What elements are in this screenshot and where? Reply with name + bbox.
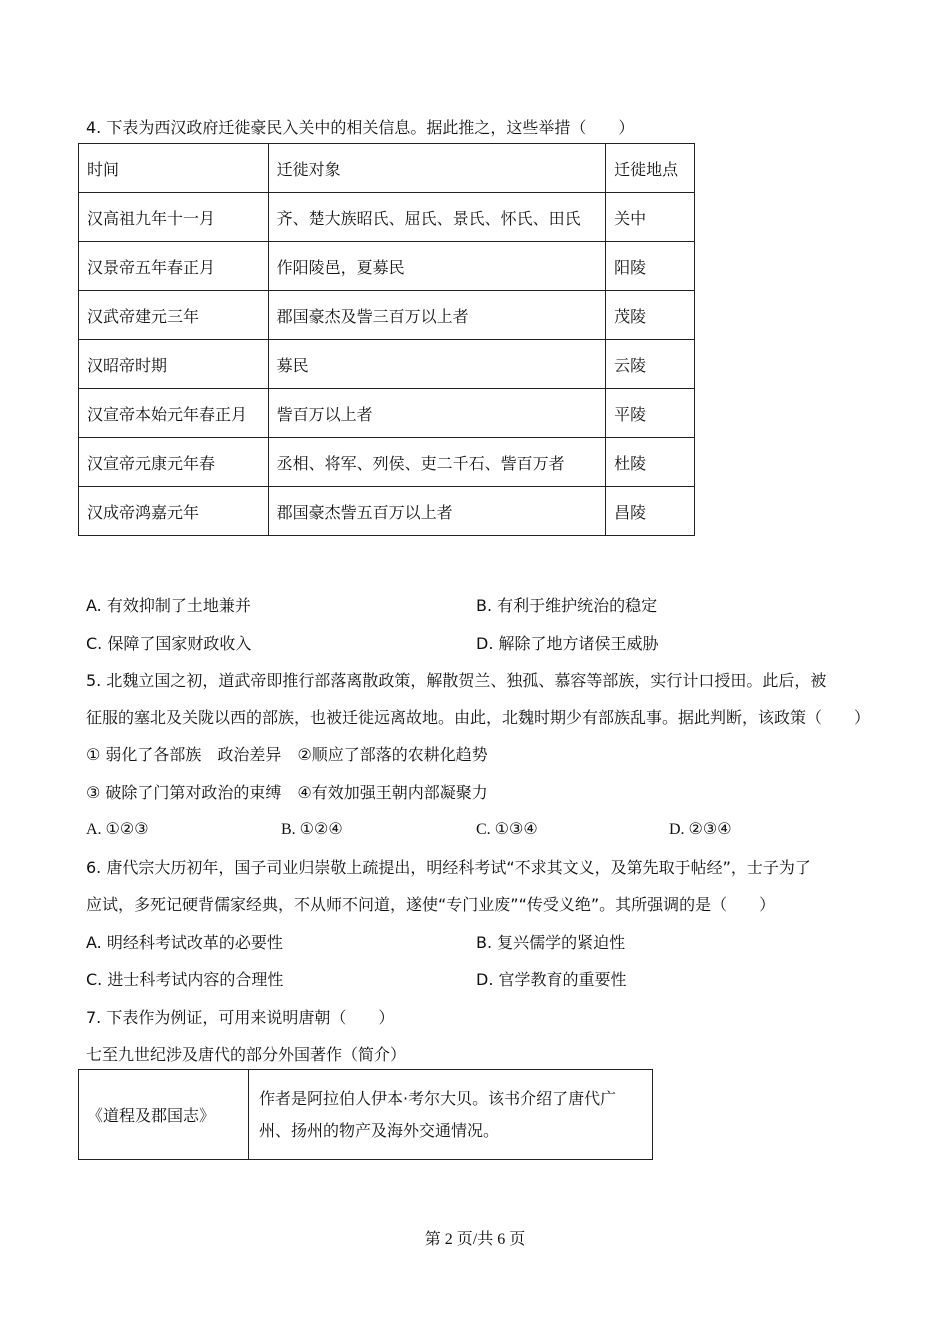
q7-book-description (249, 1070, 653, 1160)
cell-target: 齐、楚大族昭氏、屈氏、景氏、怀氏、田氏 (268, 193, 605, 242)
table-row (79, 487, 695, 536)
q4-option-c[interactable]: C. 保障了国家财政收入 (86, 634, 252, 653)
cell-target: 郡国豪杰訾五百万以上者 (268, 487, 605, 536)
q4-option-a[interactable]: A. 有效抑制了土地兼并 (86, 596, 251, 615)
q5-stem-line-1: 5. 北魏立国之初，道武帝即推行部落离散政策，解散贺兰、独孤、慕容等部族，实行计口授田。此后，被 (86, 671, 827, 690)
q4-option-b[interactable]: B. 有利于维护统治的稳定 (476, 596, 658, 615)
table-row (79, 193, 695, 242)
q7-table (78, 1069, 653, 1160)
q5-option-a[interactable]: A. ①②③ (86, 821, 149, 838)
q6-stem-line-1: 6. 唐代宗大历初年，国子司业归崇敬上疏提出，明经科考试“不求其文义，及第先取于帖经”，士子为了 (86, 858, 811, 877)
q5-option-b[interactable]: B. ①②④ (281, 821, 343, 838)
q7-book-title: 《道程及郡国志》 (79, 1070, 249, 1160)
q6-option-a[interactable]: A. 明经科考试改革的必要性 (86, 933, 283, 952)
cell-target: 作阳陵邑，夏募民 (268, 242, 605, 291)
header-time: 时间 (79, 144, 269, 193)
cell-place: 茂陵 (606, 291, 695, 340)
cell-place: 云陵 (606, 340, 695, 389)
cell-place: 关中 (606, 193, 695, 242)
table-row (79, 438, 695, 487)
q5-option-c[interactable]: C. ①③④ (476, 821, 538, 838)
table-row (79, 242, 695, 291)
cell-time: 汉武帝建元三年 (79, 291, 269, 340)
table-row (79, 340, 695, 389)
q7-desc-line-1: 作者是阿拉伯人伊本·考尔大贝。该书介绍了唐代广 (259, 1088, 617, 1108)
header-place: 迁徙地点 (606, 144, 695, 193)
cell-target: 丞相、将军、列侯、吏二千石、訾百万者 (268, 438, 605, 487)
cell-time: 汉成帝鸿嘉元年 (79, 487, 269, 536)
q7-desc-line-2: 州、扬州的物产及海外交通情况。 (259, 1120, 500, 1140)
q7-table-caption: 七至九世纪涉及唐代的部分外国著作（简介） (86, 1045, 407, 1064)
q6-option-c[interactable]: C. 进士科考试内容的合理性 (86, 970, 284, 989)
cell-time: 汉景帝五年春正月 (79, 242, 269, 291)
q5-item-line-1: ① 弱化了各部族 政治差异 ②顺应了部落的农耕化趋势 (86, 745, 488, 764)
cell-target: 郡国豪杰及訾三百万以上者 (268, 291, 605, 340)
page-number: 第 2 页/共 6 页 (424, 1231, 526, 1248)
q4-table (78, 143, 695, 536)
header-target: 迁徙对象 (268, 144, 605, 193)
cell-target: 募民 (268, 340, 605, 389)
q5-stem-line-2: 征服的塞北及关陇以西的部族，也被迁徙远离故地。由此，北魏时期少有部族乱事。据此判断，该政策（ ） (86, 708, 871, 727)
cell-place: 昌陵 (606, 487, 695, 536)
q4-stem: 4. 下表为西汉政府迁徙豪民入关中的相关信息。据此推之，这些举措（ ） (86, 118, 635, 137)
q6-option-d[interactable]: D. 官学教育的重要性 (476, 970, 627, 989)
cell-time: 汉高祖九年十一月 (79, 193, 269, 242)
q6-option-b[interactable]: B. 复兴儒学的紧迫性 (476, 933, 626, 952)
q6-stem-line-2: 应试，多死记硬背儒家经典，不从师不问道，遂使“专门业废”“传受义绝”。其所强调的是（ ） (86, 895, 776, 914)
cell-time: 汉昭帝时期 (79, 340, 269, 389)
q7-stem: 7. 下表作为例证，可用来说明唐朝（ ） (86, 1008, 395, 1027)
q5-option-d[interactable]: D. ②③④ (669, 821, 732, 838)
table-row (79, 1070, 653, 1160)
cell-time: 汉宣帝元康元年春 (79, 438, 269, 487)
q4-option-d[interactable]: D. 解除了地方诸侯王威胁 (476, 634, 659, 653)
cell-place: 平陵 (606, 389, 695, 438)
table-row (79, 291, 695, 340)
cell-place: 杜陵 (606, 438, 695, 487)
q5-item-line-2: ③ 破除了门第对政治的束缚 ④有效加强王朝内部凝聚力 (86, 783, 488, 802)
cell-target: 訾百万以上者 (268, 389, 605, 438)
table-row (79, 389, 695, 438)
cell-time: 汉宣帝本始元年春正月 (79, 389, 269, 438)
cell-place: 阳陵 (606, 242, 695, 291)
table-header-row (79, 144, 695, 193)
